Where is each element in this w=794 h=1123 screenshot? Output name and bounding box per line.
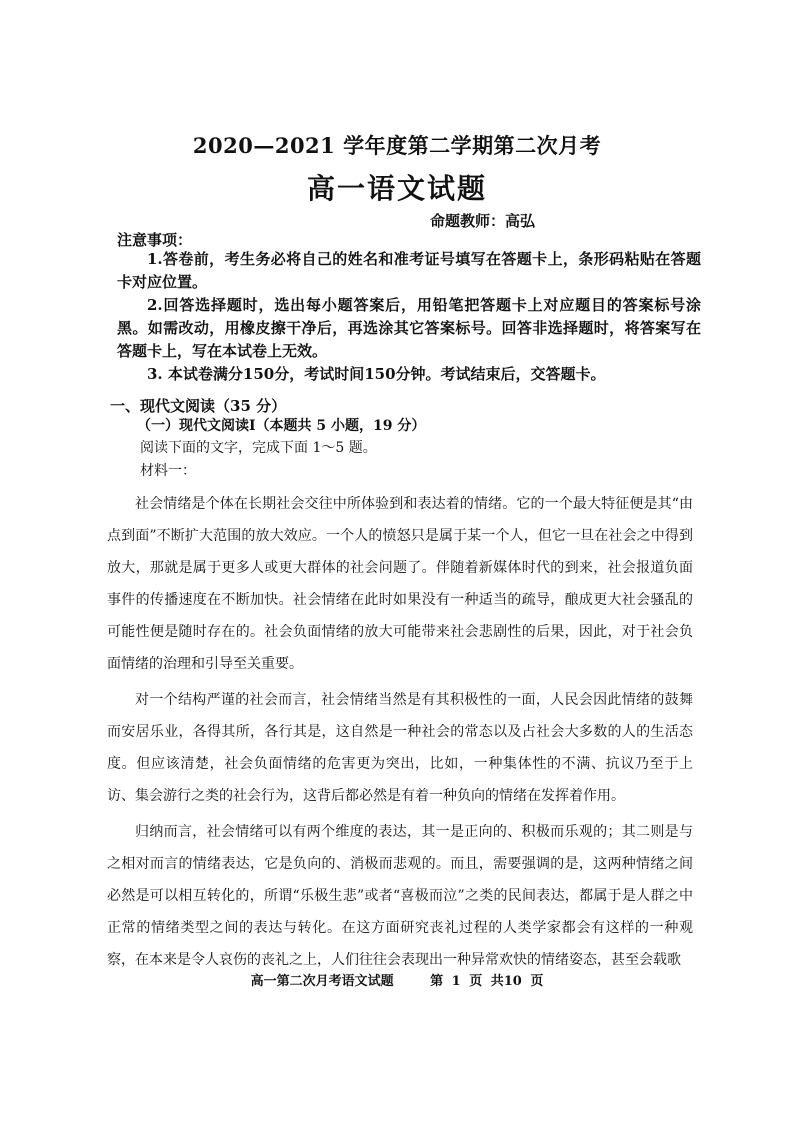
reading-passage bbox=[107, 488, 693, 980]
footer-exam-name: 高一第二次月考语文试题 bbox=[250, 974, 394, 989]
notes-heading: 注意事项： bbox=[117, 231, 193, 249]
material-label: 材料一： bbox=[140, 463, 196, 479]
reading-instruction: 阅读下面的文字，完成下面 1～5 题。 bbox=[140, 440, 377, 456]
subsection-heading: （一）现代文阅读Ⅰ（本题共 5 小题，19 分） bbox=[137, 418, 426, 434]
page-footer bbox=[0, 970, 794, 989]
passage-paragraph: 社会情绪是个体在长期社会交往中所体验到和表达着的情绪。它的一个最大特征便是其“由点到面”不断扩大范围的放大效应。一个人的愤怒只是属于某一个人，但它一旦在社会之中得到放大，那就是属于更多人或更大群体的社会问题了。伴随着新媒体时代的到来，社会报道负面事件的传播速度在不断加快。社会情绪在此时如果没有一种适当的疏导，酿成更大社会骚乱的可能性便是随时存在的。社会负面情绪的放大可能带来社会悲剧性的后果，因此，对于社会负面情绪的治理和引导至关重要。 bbox=[107, 496, 693, 672]
note-item: 2.回答选择题时，选出每小题答案后，用铅笔把答题卡上对应题目的答案标号涂黑。如需改动，用橡皮擦干净后，再选涂其它答案标号。回答非选择题时，将答案写在答题卡上，写在本试卷上无效。 bbox=[117, 296, 701, 360]
subject-title: 高一语文试题 bbox=[306, 172, 487, 205]
passage-paragraph: 对一个结构严谨的社会而言，社会情绪当然是有其积极性的一面，人民会因此情绪的鼓舞而安居乐业，各得其所，各行其是，这自然是一种社会的常态以及占社会大多数的人的生活态度。但应该清楚，社会负面情绪的危害更为突出，比如，一种集体性的不满、抗议乃至于上访、集会游行之类的社会行为，这背后都必然是有着一种负向的情绪在发挥着作用。 bbox=[107, 692, 693, 804]
footer-page-number: 第 1 页 共10 页 bbox=[430, 974, 544, 989]
note-item: 1.答卷前，考生务必将自己的姓名和准考证号填写在答题卡上，条形码粘贴在答题卡对应位置。 bbox=[117, 250, 701, 291]
note-item: 3. 本试卷满分150分，考试时间150分钟。考试结束后，交答题卡。 bbox=[147, 365, 606, 383]
passage-paragraph: 归纳而言，社会情绪可以有两个维度的表达，其一是正向的、积极而乐观的；其二则是与之相对而言的情绪表达，它是负向的、消极而悲观的。而且，需要强调的是，这两种情绪之间必然是可以相互转化的，所谓“乐极生悲”或者“喜极而泣”之类的民间表达，都属于是人群之中正常的情绪类型之间的表达与转化。在这方面研究丧礼过程的人类学家都会有这样的一种观察，在本来是令人哀伤的丧礼之上，人们往往会表现出一种异常欢快的情绪姿态，甚至会载歌 bbox=[107, 824, 693, 968]
author-line: 命题教师：高弘 bbox=[430, 212, 536, 230]
section-heading: 一、现代文阅读（35 分） bbox=[110, 397, 287, 415]
exam-title: 2020—2021 学年度第二学期第二次月考 bbox=[192, 133, 602, 158]
notes-list bbox=[117, 248, 701, 386]
